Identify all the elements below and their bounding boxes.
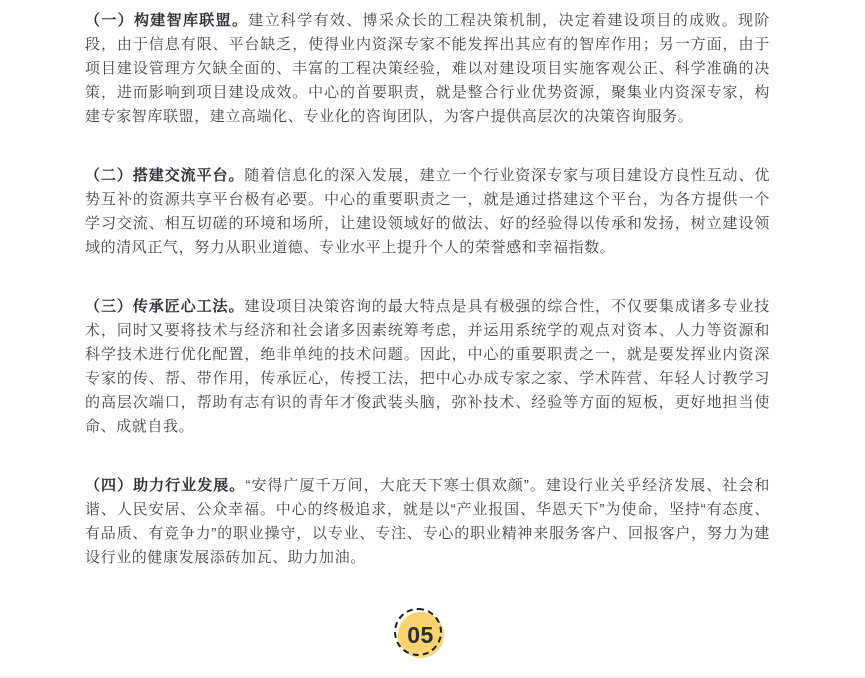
paragraph-3-body: 建设项目决策咨询的最大特点是具有极强的综合性，不仅要集成诸多专业技术，同时又要将技术与经济和社会诸多因素统筹考虑，并运用系统学的观点对资本、人力等资源和科学技术进行优化配置，绝非单纯的技术问题。因此，中心的重要职责之一，就是要发挥业内资深专家的传、帮、带作用，传承匠心，传授工法，把中心办成专家之家、学术阵营、年轻人讨教学习的高层次端口，帮助有志有识的青年才俊武装头脑，弥补技术、经验等方面的短板，更好地担当使命、成就自我。: [85, 298, 770, 435]
paragraph-4: [85, 474, 770, 570]
page-number: 05: [407, 621, 434, 648]
paragraph-2-heading: （二）搭建交流平台。: [85, 167, 245, 184]
paragraph-3: [85, 295, 770, 439]
paragraph-4-body: “安得广厦千万间，大庇天下寒士俱欢颜”。建设行业关乎经济发展、社会和谐、人民安居、公众幸福。中心的终极追求，就是以“产业报国、华恩天下”为使命，坚持“有态度、有品质、有竞争力”的职业操守，以专业、专注、专心的职业精神来服务客户、回报客户，努力为建设行业的健康发展添砖加瓦、助力加油。: [85, 477, 770, 566]
paragraph-4-heading: （四）助力行业发展。: [85, 477, 246, 494]
page-number-badge: [394, 608, 444, 658]
paragraph-1-body: 建立科学有效、博采众长的工程决策机制，决定着建设项目的成败。现阶段，由于信息有限、平台缺乏，使得业内资深专家不能发挥出其应有的智库作用；另一方面，由于项目建设管理方欠缺全面的、丰富的工程决策经验，难以对建设项目实施客观公正、科学准确的决策，进而影响到项目建设成效。中心的首要职责，就是整合行业优势资源，聚集业内资深专家，构建专家智库联盟，建立高端化、专业化的咨询团队，为客户提供高层次的决策咨询服务。: [85, 12, 770, 125]
document-content: [85, 9, 770, 658]
paragraph-3-heading: （三）传承匠心工法。: [85, 298, 245, 315]
paragraph-2-body: 随着信息化的深入发展，建立一个行业资深专家与项目建设方良性互动、优势互补的资源共享平台极有必要。中心的重要职责之一，就是通过搭建这个平台，为各方提供一个学习交流、相互切磋的环境和场所，让建设领域好的做法、好的经验得以传承和发扬，树立建设领域的清风正气，努力从职业道德、专业水平上提升个人的荣誉感和幸福指数。: [85, 167, 770, 256]
paragraph-2: [85, 164, 770, 260]
paragraph-1-heading: （一）构建智库联盟。: [85, 12, 249, 29]
paragraph-1: [85, 9, 770, 129]
